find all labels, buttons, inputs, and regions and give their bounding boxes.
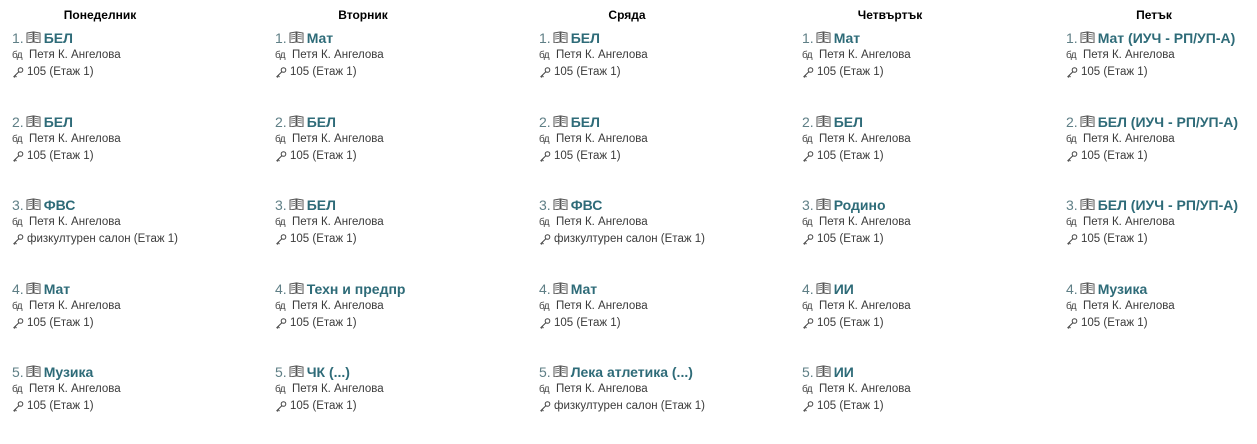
key-icon bbox=[802, 67, 814, 78]
book-icon bbox=[553, 282, 568, 294]
book-icon bbox=[816, 31, 831, 43]
book-icon bbox=[26, 115, 41, 127]
room-name: 105 (Етаж 1) bbox=[1081, 150, 1148, 162]
room-name: 105 (Етаж 1) bbox=[817, 150, 884, 162]
subject-link[interactable]: БЕЛ bbox=[43, 30, 73, 46]
lesson-item bbox=[1066, 113, 1257, 165]
lesson-item bbox=[802, 363, 1052, 415]
subject-link[interactable]: БЕЛ bbox=[833, 114, 863, 130]
lesson-number: 4. bbox=[275, 281, 287, 297]
key-icon bbox=[539, 401, 551, 412]
lesson-item bbox=[1066, 196, 1257, 248]
lesson-number: 3. bbox=[539, 197, 551, 213]
room-name: 105 (Етаж 1) bbox=[554, 66, 621, 78]
teacher-glasses-icon: бд bbox=[539, 50, 550, 61]
subject-link[interactable]: ФВС bbox=[570, 197, 603, 213]
lesson-number: 2. bbox=[802, 114, 814, 130]
lesson-number: 2. bbox=[275, 114, 287, 130]
teacher-glasses-icon: бд bbox=[275, 217, 286, 228]
subject-link[interactable]: БЕЛ bbox=[306, 197, 336, 213]
book-icon bbox=[1080, 198, 1095, 210]
lesson-number: 5. bbox=[12, 364, 24, 380]
book-icon bbox=[816, 115, 831, 127]
day-header: Вторник bbox=[338, 8, 388, 22]
room-name: 105 (Етаж 1) bbox=[817, 317, 884, 329]
subject-link[interactable]: ФВС bbox=[43, 197, 76, 213]
lesson-item bbox=[275, 280, 525, 332]
lesson-number: 1. bbox=[1066, 30, 1078, 46]
room-name: 105 (Етаж 1) bbox=[817, 233, 884, 245]
subject-link[interactable]: БЕЛ bbox=[570, 30, 600, 46]
lesson-number: 1. bbox=[802, 30, 814, 46]
lesson-number: 3. bbox=[275, 197, 287, 213]
room-name: 105 (Етаж 1) bbox=[817, 66, 884, 78]
key-icon bbox=[539, 67, 551, 78]
teacher-glasses-icon: бд bbox=[1066, 301, 1077, 312]
book-icon bbox=[553, 31, 568, 43]
subject-link[interactable]: БЕЛ bbox=[43, 114, 73, 130]
key-icon bbox=[802, 151, 814, 162]
day-header: Понеделник bbox=[63, 8, 137, 22]
teacher-name: Петя К. Ангелова bbox=[556, 300, 648, 312]
book-icon bbox=[26, 31, 41, 43]
book-icon bbox=[553, 365, 568, 377]
teacher-name: Петя К. Ангелова bbox=[29, 49, 121, 61]
teacher-glasses-icon: бд bbox=[275, 50, 286, 61]
teacher-glasses-icon: бд bbox=[802, 217, 813, 228]
teacher-name: Петя К. Ангелова bbox=[1083, 300, 1175, 312]
teacher-name: Петя К. Ангелова bbox=[819, 49, 911, 61]
lesson-number: 4. bbox=[12, 281, 24, 297]
teacher-name: Петя К. Ангелова bbox=[292, 383, 384, 395]
key-icon bbox=[275, 234, 287, 245]
key-icon bbox=[12, 67, 24, 78]
teacher-name: Петя К. Ангелова bbox=[292, 49, 384, 61]
lesson-number: 1. bbox=[539, 30, 551, 46]
key-icon bbox=[275, 151, 287, 162]
teacher-glasses-icon: бд bbox=[539, 134, 550, 145]
subject-link[interactable]: Лека атлетика (...) bbox=[570, 364, 693, 380]
teacher-glasses-icon: бд bbox=[12, 217, 23, 228]
room-name: 105 (Етаж 1) bbox=[290, 150, 357, 162]
key-icon bbox=[12, 318, 24, 329]
teacher-name: Петя К. Ангелова bbox=[556, 216, 648, 228]
subject-link[interactable]: БЕЛ (ИУЧ - РП/УП-А) bbox=[1097, 114, 1239, 130]
teacher-name: Петя К. Ангелова bbox=[556, 133, 648, 145]
lesson-item bbox=[1066, 280, 1257, 332]
subject-link[interactable]: ИИ bbox=[833, 281, 854, 297]
teacher-glasses-icon: бд bbox=[539, 217, 550, 228]
subject-link[interactable]: Родино bbox=[833, 197, 886, 213]
book-icon bbox=[553, 198, 568, 210]
key-icon bbox=[275, 401, 287, 412]
lesson-number: 2. bbox=[1066, 114, 1078, 130]
teacher-glasses-icon: бд bbox=[12, 301, 23, 312]
lesson-number: 1. bbox=[12, 30, 24, 46]
teacher-glasses-icon: бд bbox=[802, 384, 813, 395]
key-icon bbox=[12, 401, 24, 412]
key-icon bbox=[1066, 318, 1078, 329]
key-icon bbox=[1066, 151, 1078, 162]
teacher-glasses-icon: бд bbox=[802, 50, 813, 61]
subject-link[interactable]: БЕЛ (ИУЧ - РП/УП-А) bbox=[1097, 197, 1239, 213]
teacher-glasses-icon: бд bbox=[275, 301, 286, 312]
book-icon bbox=[1080, 31, 1095, 43]
day-column-monday bbox=[0, 0, 263, 444]
room-name: 105 (Етаж 1) bbox=[27, 150, 94, 162]
teacher-name: Петя К. Ангелова bbox=[819, 216, 911, 228]
lesson-item bbox=[12, 363, 262, 415]
teacher-name: Петя К. Ангелова bbox=[29, 383, 121, 395]
subject-link[interactable]: ЧК (...) bbox=[306, 364, 350, 380]
day-column-tuesday bbox=[263, 0, 526, 444]
lesson-number: 5. bbox=[275, 364, 287, 380]
lesson-number: 5. bbox=[802, 364, 814, 380]
book-icon bbox=[289, 365, 304, 377]
room-name: 105 (Етаж 1) bbox=[27, 400, 94, 412]
room-name: 105 (Етаж 1) bbox=[1081, 317, 1148, 329]
day-header: Сряда bbox=[608, 8, 646, 22]
lesson-item bbox=[275, 363, 525, 415]
room-name: 105 (Етаж 1) bbox=[290, 400, 357, 412]
key-icon bbox=[802, 318, 814, 329]
subject-link[interactable]: Техн и предпр bbox=[306, 281, 406, 297]
subject-link[interactable]: Мат bbox=[833, 30, 861, 46]
lesson-item bbox=[12, 280, 262, 332]
teacher-name: Петя К. Ангелова bbox=[292, 300, 384, 312]
room-name: 105 (Етаж 1) bbox=[1081, 66, 1148, 78]
key-icon bbox=[275, 318, 287, 329]
lesson-item bbox=[275, 113, 525, 165]
book-icon bbox=[289, 115, 304, 127]
teacher-glasses-icon: бд bbox=[1066, 217, 1077, 228]
lesson-item bbox=[12, 29, 262, 81]
lesson-item bbox=[539, 196, 789, 248]
lesson-number: 4. bbox=[802, 281, 814, 297]
lesson-number: 5. bbox=[539, 364, 551, 380]
teacher-name: Петя К. Ангелова bbox=[819, 133, 911, 145]
teacher-name: Петя К. Ангелова bbox=[29, 216, 121, 228]
room-name: физкултурен салон (Етаж 1) bbox=[554, 233, 705, 245]
subject-link[interactable]: Мат bbox=[43, 281, 71, 297]
lesson-item bbox=[12, 196, 262, 248]
teacher-glasses-icon: бд bbox=[12, 50, 23, 61]
key-icon bbox=[539, 151, 551, 162]
book-icon bbox=[816, 282, 831, 294]
book-icon bbox=[26, 365, 41, 377]
teacher-name: Петя К. Ангелова bbox=[1083, 49, 1175, 61]
book-icon bbox=[1080, 282, 1095, 294]
book-icon bbox=[26, 198, 41, 210]
day-column-wednesday bbox=[527, 0, 790, 444]
key-icon bbox=[1066, 67, 1078, 78]
lesson-number: 3. bbox=[802, 197, 814, 213]
lesson-item bbox=[539, 363, 789, 415]
room-name: 105 (Етаж 1) bbox=[554, 317, 621, 329]
teacher-name: Петя К. Ангелова bbox=[1083, 216, 1175, 228]
teacher-name: Петя К. Ангелова bbox=[29, 133, 121, 145]
key-icon bbox=[275, 67, 287, 78]
room-name: 105 (Етаж 1) bbox=[554, 150, 621, 162]
teacher-glasses-icon: бд bbox=[802, 301, 813, 312]
teacher-glasses-icon: бд bbox=[275, 384, 286, 395]
teacher-glasses-icon: бд bbox=[539, 301, 550, 312]
lesson-item bbox=[802, 113, 1052, 165]
room-name: 105 (Етаж 1) bbox=[27, 66, 94, 78]
teacher-glasses-icon: бд bbox=[1066, 50, 1077, 61]
subject-link[interactable]: Музика bbox=[43, 364, 94, 380]
subject-link[interactable]: Музика bbox=[1097, 281, 1148, 297]
day-column-thursday bbox=[790, 0, 1053, 444]
lesson-number: 2. bbox=[539, 114, 551, 130]
book-icon bbox=[26, 282, 41, 294]
teacher-glasses-icon: бд bbox=[1066, 134, 1077, 145]
room-name: 105 (Етаж 1) bbox=[290, 317, 357, 329]
book-icon bbox=[816, 198, 831, 210]
lesson-item bbox=[802, 280, 1052, 332]
book-icon bbox=[289, 198, 304, 210]
lesson-item bbox=[539, 113, 789, 165]
teacher-name: Петя К. Ангелова bbox=[819, 383, 911, 395]
lesson-item bbox=[539, 29, 789, 81]
book-icon bbox=[289, 282, 304, 294]
teacher-glasses-icon: бд bbox=[275, 134, 286, 145]
lesson-number: 1. bbox=[275, 30, 287, 46]
lesson-item bbox=[802, 29, 1052, 81]
day-header: Петък bbox=[1136, 8, 1172, 22]
subject-link[interactable]: Мат (ИУЧ - РП/УП-А) bbox=[1097, 30, 1236, 46]
teacher-glasses-icon: бд bbox=[12, 384, 23, 395]
teacher-name: Петя К. Ангелова bbox=[292, 133, 384, 145]
lesson-item bbox=[275, 29, 525, 81]
key-icon bbox=[802, 234, 814, 245]
teacher-glasses-icon: бд bbox=[802, 134, 813, 145]
lesson-item bbox=[12, 113, 262, 165]
book-icon bbox=[289, 31, 304, 43]
teacher-glasses-icon: бд bbox=[539, 384, 550, 395]
room-name: 105 (Етаж 1) bbox=[290, 66, 357, 78]
lesson-item bbox=[275, 196, 525, 248]
lesson-item bbox=[1066, 29, 1257, 81]
book-icon bbox=[1080, 115, 1095, 127]
key-icon bbox=[539, 234, 551, 245]
teacher-name: Петя К. Ангелова bbox=[1083, 133, 1175, 145]
key-icon bbox=[539, 318, 551, 329]
key-icon bbox=[12, 151, 24, 162]
lesson-number: 3. bbox=[1066, 197, 1078, 213]
lesson-item bbox=[802, 196, 1052, 248]
subject-link[interactable]: БЕЛ bbox=[306, 114, 336, 130]
teacher-name: Петя К. Ангелова bbox=[292, 216, 384, 228]
teacher-name: Петя К. Ангелова bbox=[556, 49, 648, 61]
book-icon bbox=[553, 115, 568, 127]
day-column-friday bbox=[1054, 0, 1257, 444]
day-header: Четвъртък bbox=[857, 8, 923, 22]
key-icon bbox=[802, 401, 814, 412]
lesson-number: 2. bbox=[12, 114, 24, 130]
teacher-name: Петя К. Ангелова bbox=[29, 300, 121, 312]
teacher-name: Петя К. Ангелова bbox=[556, 383, 648, 395]
subject-link[interactable]: Мат bbox=[306, 30, 334, 46]
room-name: физкултурен салон (Етаж 1) bbox=[554, 400, 705, 412]
book-icon bbox=[816, 365, 831, 377]
lesson-number: 4. bbox=[539, 281, 551, 297]
lesson-number: 3. bbox=[12, 197, 24, 213]
lesson-number: 4. bbox=[1066, 281, 1078, 297]
teacher-glasses-icon: бд bbox=[12, 134, 23, 145]
room-name: 105 (Етаж 1) bbox=[817, 400, 884, 412]
lesson-item bbox=[539, 280, 789, 332]
room-name: 105 (Етаж 1) bbox=[27, 317, 94, 329]
subject-link[interactable]: БЕЛ bbox=[570, 114, 600, 130]
subject-link[interactable]: ИИ bbox=[833, 364, 854, 380]
teacher-name: Петя К. Ангелова bbox=[819, 300, 911, 312]
subject-link[interactable]: Мат bbox=[570, 281, 598, 297]
room-name: 105 (Етаж 1) bbox=[1081, 233, 1148, 245]
room-name: 105 (Етаж 1) bbox=[290, 233, 357, 245]
key-icon bbox=[12, 234, 24, 245]
room-name: физкултурен салон (Етаж 1) bbox=[27, 233, 178, 245]
key-icon bbox=[1066, 234, 1078, 245]
